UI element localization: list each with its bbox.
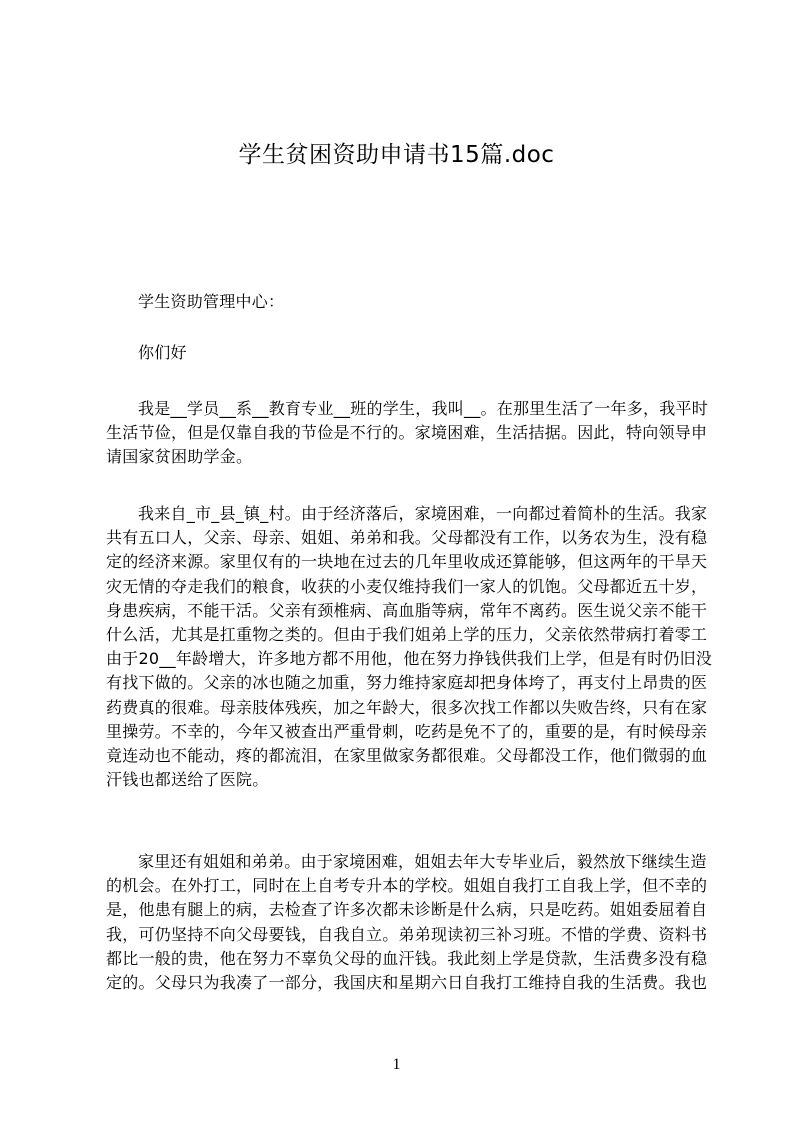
document-title: 学生贫困资助申请书15篇.doc	[238, 142, 555, 168]
salutation	[106, 290, 730, 314]
paragraph-line: 都比一般的贵，他在努力不辜负父母的血汗钱。我此刻上学是贷款，生活费多没有稳	[106, 948, 708, 968]
paragraph-line: 灾无情的夺走我们的粮食，收获的小麦仅维持我们一家人的饥饱。父母都近五十岁，	[106, 576, 708, 596]
salutation-line: 学生资助管理中心：	[138, 292, 285, 311]
paragraph-line: 身患疾病，不能干活。父亲有颈椎病、高血脂等病，常年不离药。医生说父亲不能干	[106, 600, 708, 620]
paragraph-line: 药费真的很难。母亲肢体残疾，加之年龄大，很多次找工作都以失败告终，只有在家	[106, 697, 708, 717]
paragraph-line: 家里还有姐姐和弟弟。由于家境困难，姐姐去年大专毕业后，毅然放下继续生造	[138, 852, 707, 871]
paragraph-line: 汗钱也都送给了医院。	[106, 770, 269, 790]
greeting-line: 你们好	[138, 343, 187, 362]
paragraph-line: 竟连动也不能动，疼的都流泪，在家里做家务都很难。父母都没工作，他们微弱的血	[106, 745, 708, 765]
paragraph-2	[106, 502, 713, 792]
paragraph-line: 请国家贫困助学金。	[106, 447, 253, 467]
page-number: 1	[392, 1056, 401, 1073]
paragraph-line: 有找下做的。父亲的冰也随之加重，努力维持家庭却把身体垮了，再支付上昂贵的医	[106, 673, 708, 693]
paragraph-line: 定的。父母只为我凑了一部分，我国庆和星期六日自我打工维持自我的生活费。我也	[106, 972, 708, 992]
paragraph-line: 什么活，尤其是扛重物之类的。但由于我们姐弟上学的压力，父亲依然带病打着零工	[106, 624, 708, 644]
paragraph-line: 我是__学员__系__教育专业__班的学生，我叫__。在那里生活了一年多，我平时	[138, 399, 709, 418]
paragraph-line: 生活节俭，但是仅靠自我的节俭是不行的。家境困难，生活拮据。因此，特向领导申	[106, 423, 708, 443]
paragraph-line: 共有五口人，父亲、母亲、姐姐、弟弟和我。父母都没有工作，以务农为生，没有稳	[106, 528, 708, 548]
paragraph-line: 的机会。在外打工，同时在上自考专升本的学校。姐姐自我打工自我上学，但不幸的	[106, 876, 708, 896]
paragraph-3	[106, 850, 708, 995]
paragraph-line: 我来自_市_县_镇_村。由于经济落后，家境困难，一向都过着简朴的生活。我家	[138, 504, 708, 523]
paragraph-line: 定的经济来源。家里仅有的一块地在过去的几年里收成还算能够，但这两年的干旱天	[106, 552, 708, 572]
paragraph-line: 由于20__年龄增大，许多地方都不用他，他在努力挣钱供我们上学，但是有时仍旧没	[106, 649, 713, 669]
paragraph-line: 里操劳。不幸的，今年又被查出严重骨刺，吃药是免不了的，重要的是，有时候母亲	[106, 721, 708, 741]
paragraph-1	[106, 397, 709, 470]
paragraph-line: 我，可仍坚持不向父母要钱，自我自立。弟弟现读初三补习班。不惜的学费、资料书	[106, 924, 708, 944]
greeting	[106, 341, 730, 365]
paragraph-line: 是，他患有腿上的病，去检查了许多次都未诊断是什么病，只是吃药。姐姐委屈着自	[106, 900, 708, 920]
